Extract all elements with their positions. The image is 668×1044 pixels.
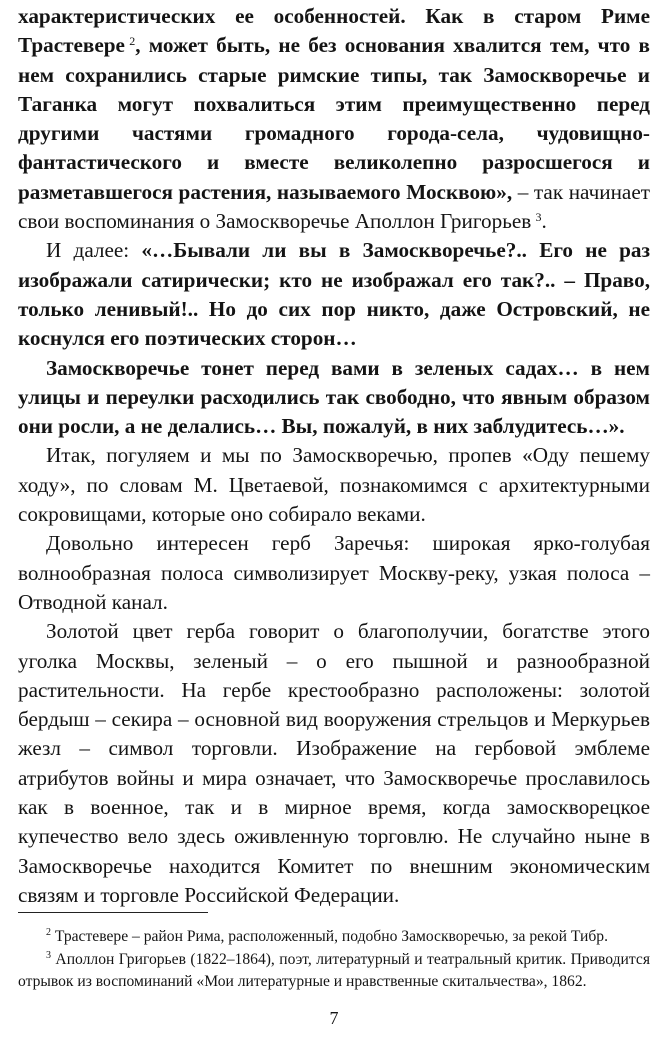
paragraph-3: Замоскворечье тонет перед вами в зеленых садах… в нем улицы и переулки расходились так свободно, что явным образом они росли, а не делались… Вы, пожалуй, в них заблудитесь…». — [18, 355, 650, 439]
paragraph-1 — [18, 2, 650, 236]
paragraph-2 — [18, 236, 650, 353]
footnotes — [18, 926, 650, 994]
paragraph-6: Золотой цвет герба говорит о благополучии, богатстве этого уголка Москвы, зеленый – о его пышной и разнообразной растительности. На гербе крестообразно расположены: золотой бердыш – секира – основной вид вооружения стрельцов и Меркурьев жезл – символ торговли. Изображение на гербовой эмблеме атрибутов войны и мира означает, что Замоскворечье прославилось как в военное, так и в мирное время, когда замоскворецкое купечество вело здесь оживленную торговлю. Не случайно ныне в Замоскворечье находится Комитет по внешним экономическим связям и торговле Российской Федерации. — [18, 619, 650, 907]
footnote-ref-3[interactable]: 3 — [535, 209, 542, 224]
bold-quote-continued: , может быть, не без основания хвалится тем, что в нем сохранились старые римские типы, так Замоскворечье и Таганка могут похвалиться этим преимущественно перед другими частями громадного города-села, чудовищно-фантастического и вместе великолепно разросшегося и разметавшегося растения, называемого Москвою», — [18, 33, 650, 204]
footnote-3-text: Аполлон Григорьев (1822–1864), поэт, литературный и театральный критик. Приводится отрывок из воспоминаний «Мои литературные и нравственные скитальчества», 1862. — [18, 950, 650, 990]
paragraph-4: Итак, погуляем и мы по Замоскворечью, пропев «Оду пешему ходу», по словам М. Цветаевой, познакомимся с архитектурными сокровищами, которые оно собирало веками. — [18, 443, 650, 527]
footnote-ref-2[interactable]: 2 — [129, 34, 136, 49]
footnote-2-text: Трастевере – район Рима, расположенный, подобно Замоскворечью, за рекой Тибр. — [51, 928, 608, 945]
footnote-divider — [18, 912, 208, 913]
page-number: 7 — [329, 1008, 339, 1028]
paragraph-1-end: . — [541, 209, 547, 234]
paragraph-5: Довольно интересен герб Заречья: широкая ярко-голубая волнообразная полоса символизирует Москву-реку, узкая полоса – Отводной канал. — [18, 531, 650, 614]
main-text — [18, 2, 650, 910]
paragraph-2-bold: «…Бывали ли вы в Замоскворечье?.. Его не раз изображали сатирически; кто не изображал его так?.. – Право, только ленивый!.. Но до сих пор никто, даже Островский, не коснулся его поэтических сторон… — [18, 238, 650, 351]
paragraph-1-normal: – так начинает свои воспоминания о Замоскворечье Аполлон Григорьев — [18, 179, 651, 234]
footnote-mark-3: 3 — [46, 949, 51, 961]
paragraph-2-normal: И далее: — [46, 238, 142, 263]
footnote-3 — [18, 949, 650, 994]
footnote-2 — [18, 926, 650, 949]
footnote-mark-2: 2 — [46, 927, 51, 938]
bold-quote-start: характеристических ее особенностей. Как в старом Риме Трастевере — [18, 4, 650, 58]
